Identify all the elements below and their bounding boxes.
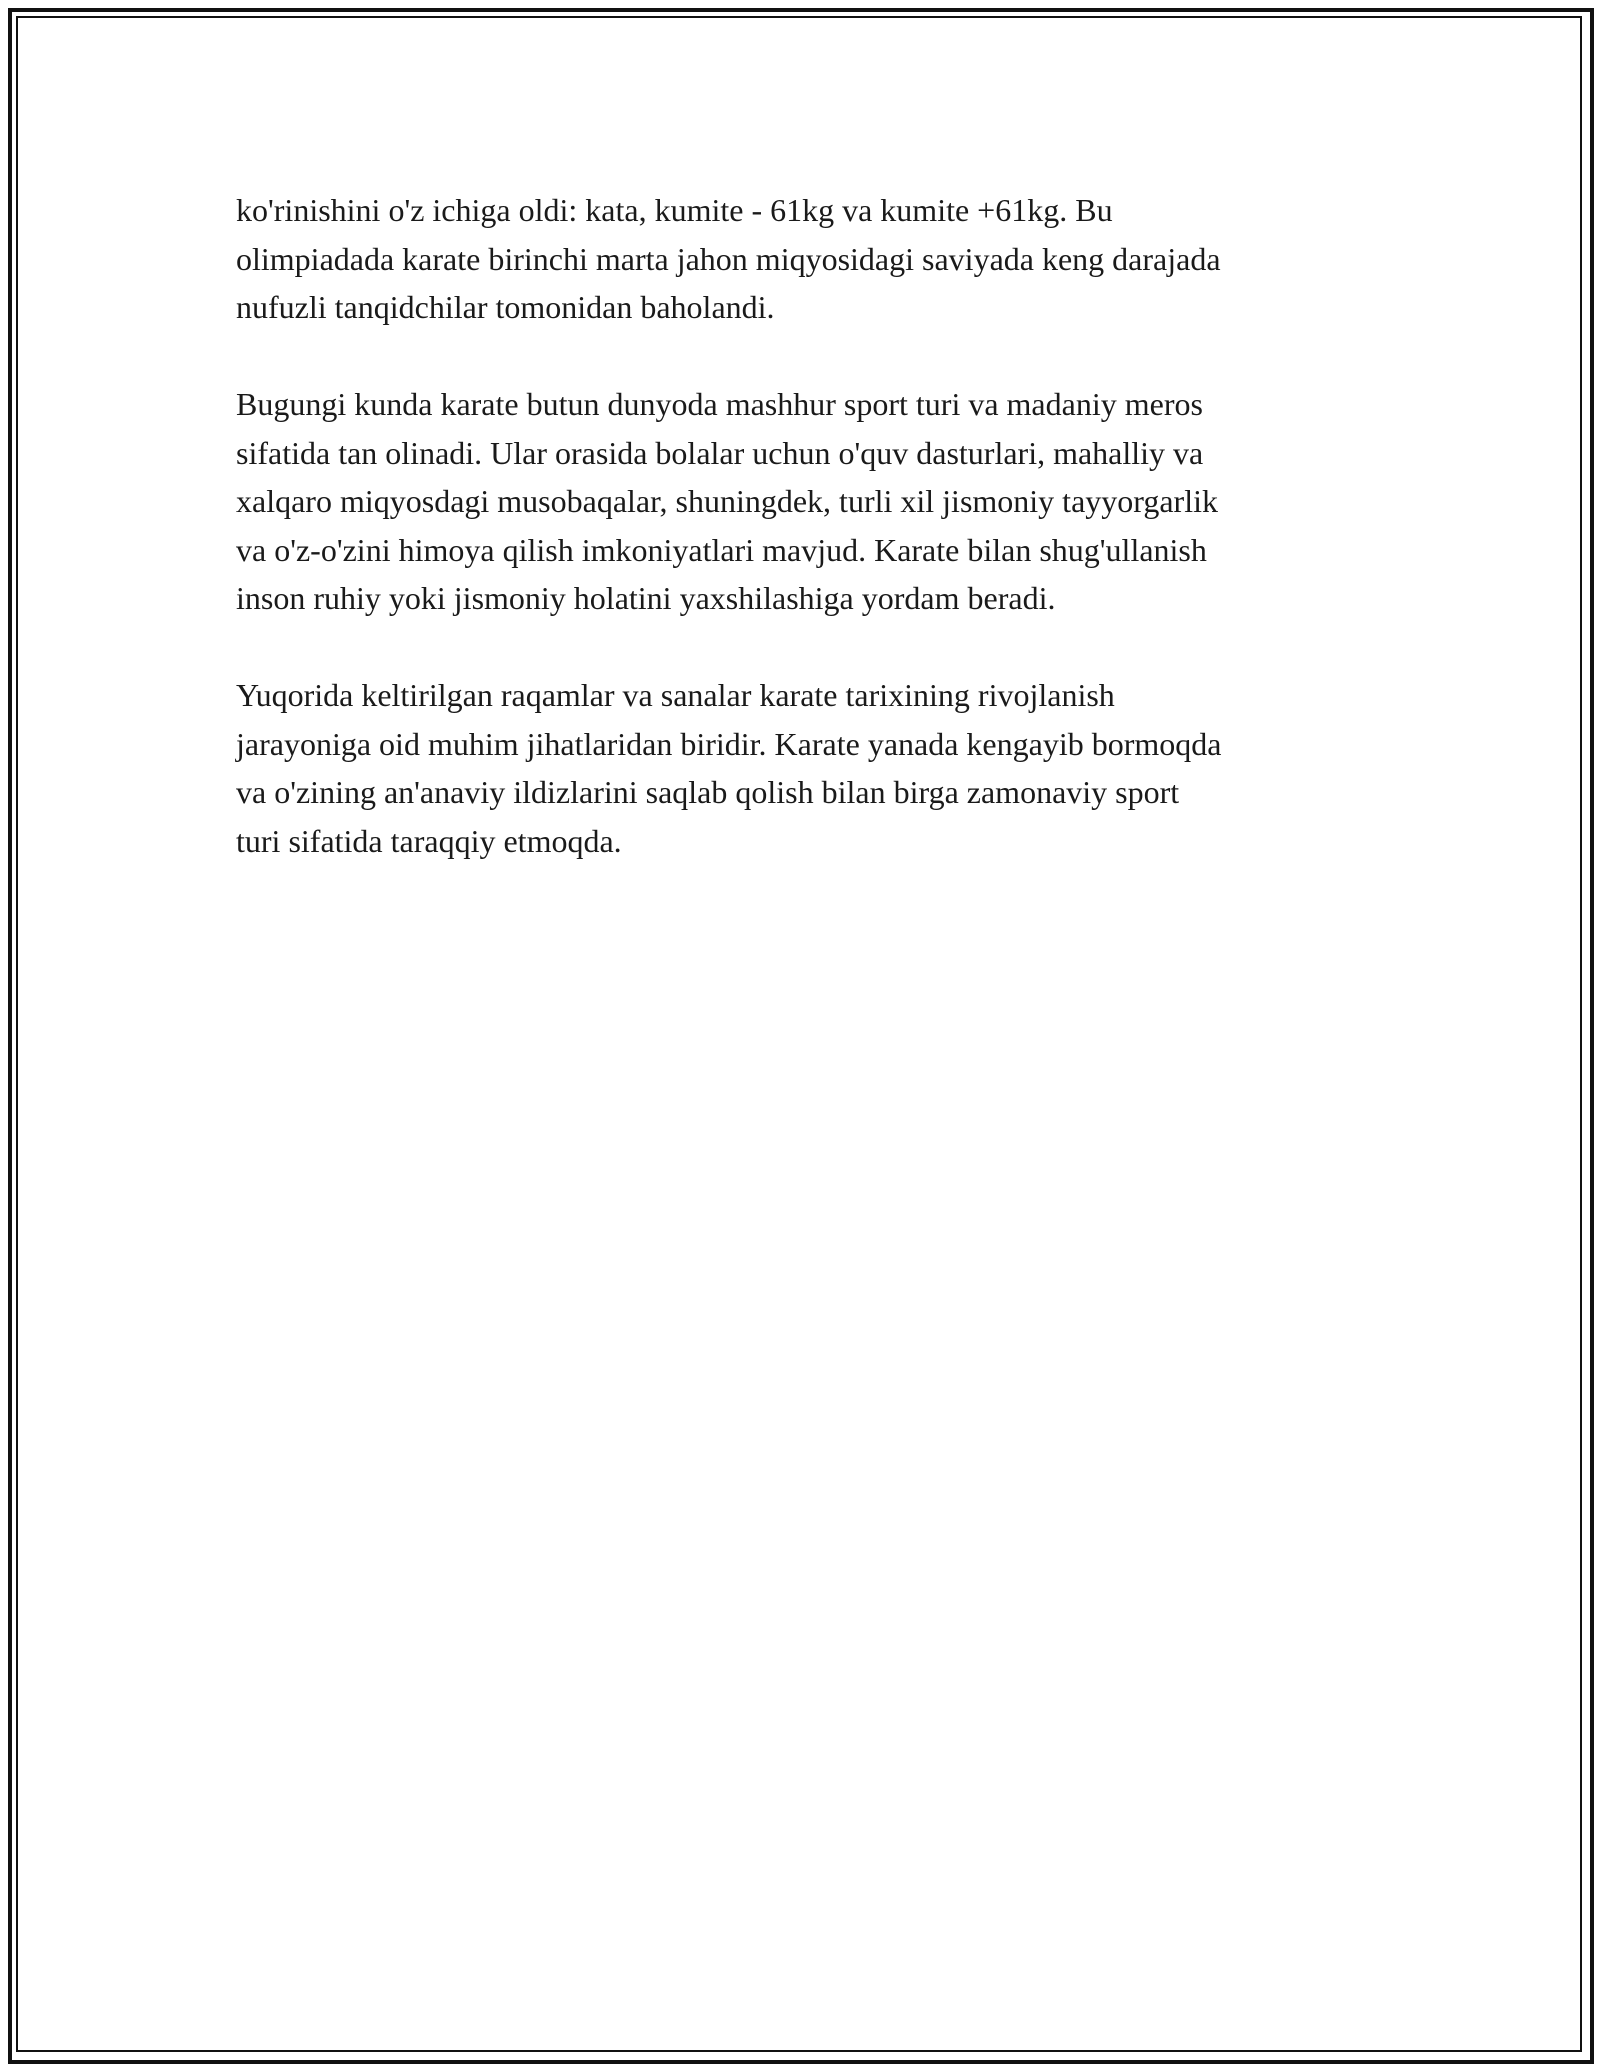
text-line: sifatida tan olinadi. Ular orasida bolalar uchun o'quv dasturlari, mahalliy va — [236, 434, 1204, 471]
text-line: Bugungi kunda karate butun dunyoda mashhur sport turi va madaniy meros — [236, 386, 1203, 422]
text-line: Yuqorida keltirilgan raqamlar va sanalar karate tarixining rivojlanish — [236, 677, 1115, 713]
text-line: nufuzli tanqidchilar tomonidan baholandi. — [236, 289, 775, 325]
text-line: olimpiadada karate birinchi marta jahon miqyosidagi saviyada keng darajada — [236, 240, 1221, 277]
document-body — [236, 186, 1396, 914]
text-line: va o'zining an'anaviy ildizlarini saqlab qolish bilan birga zamonaviy sport — [236, 774, 1180, 810]
paragraph — [236, 380, 1396, 623]
text-line: jarayoniga oid muhim jihatlaridan biridir. Karate yanada kengayib bormoqda — [236, 725, 1222, 762]
text-line: ko'rinishini o'z ichiga oldi: kata, kumite - 61kg va kumite +61kg. Bu — [236, 192, 1113, 228]
text-line: turi sifatida taraqqiy etmoqda. — [236, 822, 622, 859]
paragraph — [236, 186, 1396, 332]
text-line: xalqaro miqyosdagi musobaqalar, shuningdek, turli xil jismoniy tayyorgarlik — [236, 483, 1218, 519]
paragraph — [236, 671, 1396, 865]
text-line: inson ruhiy yoki jismoniy holatini yaxshilashiga yordam beradi. — [236, 580, 1056, 616]
text-line: va o'z-o'zini himoya qilish imkoniyatlari mavjud. Karate bilan shug'ullanish — [236, 531, 1207, 568]
